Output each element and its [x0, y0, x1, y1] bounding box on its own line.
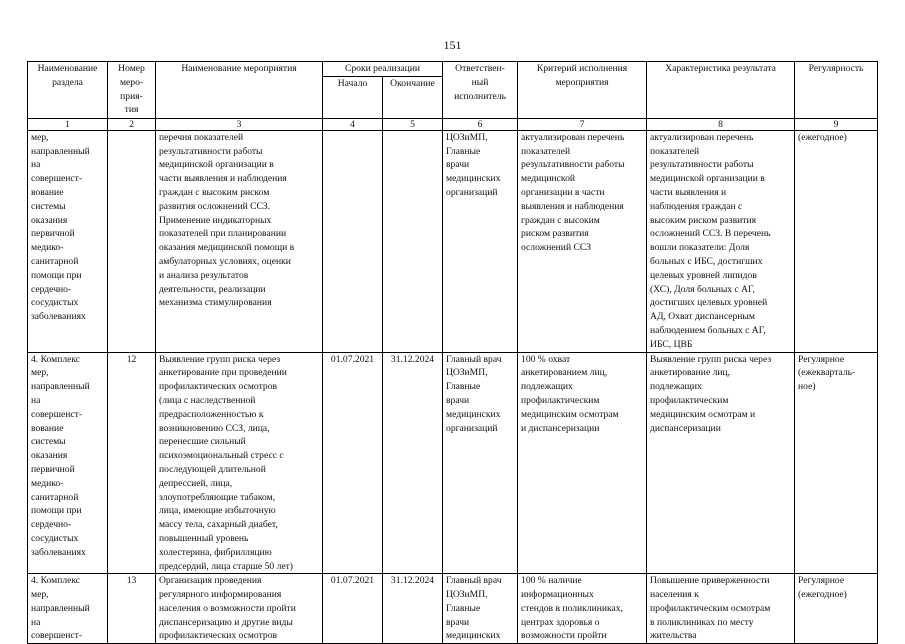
cell-start — [323, 130, 383, 352]
cell-section: мер, направленный на совершенст- вование системы оказания первичной медико- санитарной помощи при сердечно- сосудистых заболеваниях — [28, 130, 108, 352]
cell-regularity: (ежегодное) — [795, 130, 878, 352]
cell-measure: перечня показателей результативности работы медицинской организации в части выявления и наблюдения граждан с высоким риском развития осложнений ССЗ. Применение индикаторных показателей при планировании оказания медицинской помощи в амбулаторных условиях, оценки и анализа результатов деятельности, реализации механизма стимулирования — [156, 130, 323, 352]
cell-number: 13 — [108, 574, 156, 644]
header-start: Начало — [323, 76, 383, 118]
cell-executor: ЦОЗиМП, Главные врачи медицинских организаций — [443, 130, 518, 352]
cell-number — [108, 130, 156, 352]
cell-executor: Главный врач ЦОЗиМП, Главные врачи медицинских организаций — [443, 352, 518, 574]
cell-end: 31.12.2024 — [383, 352, 443, 574]
header-executor: Ответствен- ный исполнитель — [443, 62, 518, 119]
header-section: Наименование раздела — [28, 62, 108, 119]
header-result: Характеристика результата — [647, 62, 795, 119]
cell-criterion: актуализирован перечень показателей результативности работы медицинской организации в части выявления и наблюдения граждан с высоким риском развития осложнений ССЗ — [518, 130, 647, 352]
cell-number: 12 — [108, 352, 156, 574]
table-row — [28, 130, 878, 352]
header-number: Номер меро- прия- тия — [108, 62, 156, 119]
cell-start: 01.07.2021 — [323, 352, 383, 574]
table-row — [28, 574, 878, 644]
cell-regularity: Регулярное (ежекварталь- ное) — [795, 352, 878, 574]
column-number: 4 — [323, 118, 383, 130]
cell-start: 01.07.2021 — [323, 574, 383, 644]
cell-end: 31.12.2024 — [383, 574, 443, 644]
page-number: 151 — [443, 38, 462, 52]
cell-section: 4. Комплекс мер, направленный на совершенст- — [28, 574, 108, 644]
cell-measure: Выявление групп риска через анкетирование при проведении профилактических осмотров (лица с наследственной предрасположенностью к возникновению ССЗ, лица, перенесшие сильный психоэмоциональный стресс с последующей длительной депрессией, лица, злоупотребляющие табаком, лица, имеющие избыточную массу тела, сахарный диабет, повышенный уровень холестерина, фибрилляцию предсердий, лица старше 50 лет) — [156, 352, 323, 574]
cell-result: актуализирован перечень показателей результативности работы медицинской организации в части выявления и наблюдения граждан с высоким риском развития осложнений ССЗ. В перечень вошли показатели: Доля больных с ИБС, достигших целевых уровней липидов (ХС), Доля больных с АГ, достигших целевых уровней АД, Охват диспансерным наблюдением больных с АГ, ИБС, ЦВБ — [647, 130, 795, 352]
cell-measure: Организация проведения регулярного информирования населения о возможности пройти диспансеризацию и другие виды профилактических осмотров — [156, 574, 323, 644]
column-number: 6 — [443, 118, 518, 130]
cell-end — [383, 130, 443, 352]
column-number: 9 — [795, 118, 878, 130]
header-measure: Наименование мероприятия — [156, 62, 323, 119]
header-terms: Сроки реализации — [323, 62, 443, 77]
header-row — [28, 62, 878, 77]
cell-regularity: Регулярное (ежегодное) — [795, 574, 878, 644]
cell-section: 4. Комплекс мер, направленный на совершенст- вование системы оказания первичной медико- санитарной помощи при сердечно- сосудистых заболеваниях — [28, 352, 108, 574]
cell-criterion: 100 % наличие информационных стендов в поликлиниках, центрах здоровья о возможности пройти — [518, 574, 647, 644]
column-number: 8 — [647, 118, 795, 130]
measures-table — [27, 61, 878, 644]
column-number: 7 — [518, 118, 647, 130]
header-criterion: Критерий исполнения мероприятия — [518, 62, 647, 119]
table-row — [28, 352, 878, 574]
header-end: Окончание — [383, 76, 443, 118]
column-number: 2 — [108, 118, 156, 130]
column-number-row — [28, 118, 878, 130]
cell-criterion: 100 % охват анкетированием лиц, подлежащих профилактическим медицинским осмотрам и диспансеризации — [518, 352, 647, 574]
cell-executor: Главный врач ЦОЗиМП, Главные врачи медицинских — [443, 574, 518, 644]
column-number: 5 — [383, 118, 443, 130]
column-number: 3 — [156, 118, 323, 130]
cell-result: Выявление групп риска через анкетирование лиц, подлежащих профилактическим медицинским осмотрам и диспансеризации — [647, 352, 795, 574]
header-regularity: Регулярность — [795, 62, 878, 119]
column-number: 1 — [28, 118, 108, 130]
cell-result: Повышение приверженности населения к профилактическим осмотрам в поликлиниках по месту жительства — [647, 574, 795, 644]
